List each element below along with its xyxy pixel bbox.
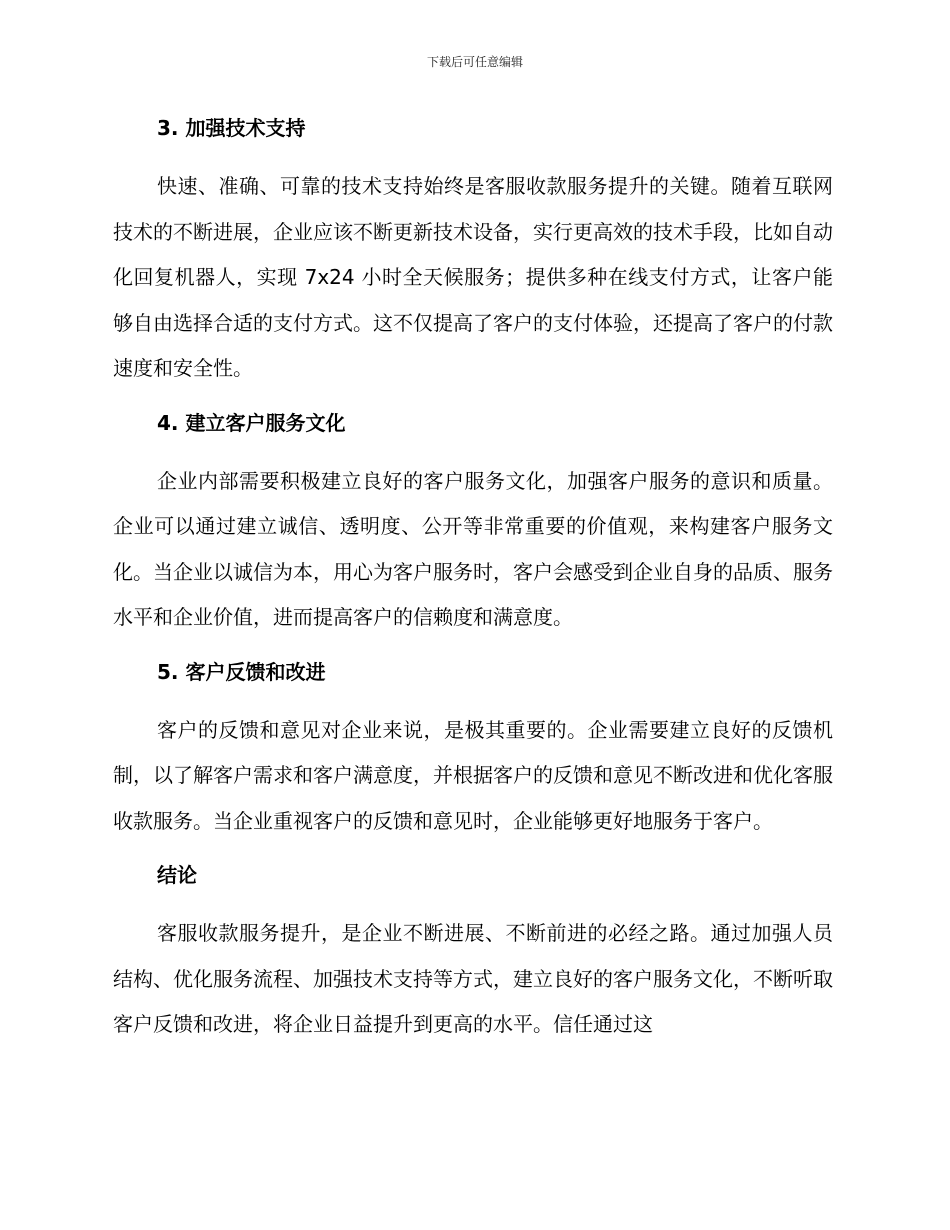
page-header: 下载后可任意编辑 <box>426 55 523 69</box>
section-heading-service-culture: 4. 建立客户服务文化 <box>157 410 346 435</box>
section-heading-technical-support: 3. 加强技术支持 <box>157 116 306 140</box>
section-paragraph-technical-support: 快速、准确、可靠的技术支持始终是客服收款服务提升的关键。随着互联网技术的不断进展，企业应该不断更新技术设备，实行更高效的技术手段，比如自动化回复机器人，实现 7x24 小时全天候服务；提供多种在线支付方式，让客户能够自由选择合适的支付方式。这不仅提高了客户的支付体验，还提高了客户的付款速度和安全性。 <box>113 174 833 380</box>
document-body <box>113 112 833 1048</box>
section-paragraph-feedback: 客户的反馈和意见对企业来说，是极其重要的。企业需要建立良好的反馈机制，以了解客户需求和客户满意度，并根据客户的反馈和意见不断改进和优化客服收款服务。当企业重视客户的反馈和意见时，企业能够更好地服务于客户。 <box>113 717 833 833</box>
section-paragraph-conclusion: 客服收款服务提升，是企业不断进展、不断前进的必经之路。通过加强人员结构、优化服务流程、加强技术支持等方式，建立良好的客户服务文化，不断听取客户反馈和改进，将企业日益提升到更高的水平。信任通过这 <box>113 921 833 1036</box>
section-paragraph-service-culture: 企业内部需要积极建立良好的客户服务文化，加强客户服务的意识和质量。企业可以通过建立诚信、透明度、公开等非常重要的价值观，来构建客户服务文化。当企业以诚信为本，用心为客户服务时，客户会感受到企业自身的品质、服务水平和企业价值，进而提高客户的信赖度和满意度。 <box>113 468 833 629</box>
section-heading-feedback: 5. 客户反馈和改进 <box>157 659 326 684</box>
section-heading-conclusion: 结论 <box>157 863 197 887</box>
